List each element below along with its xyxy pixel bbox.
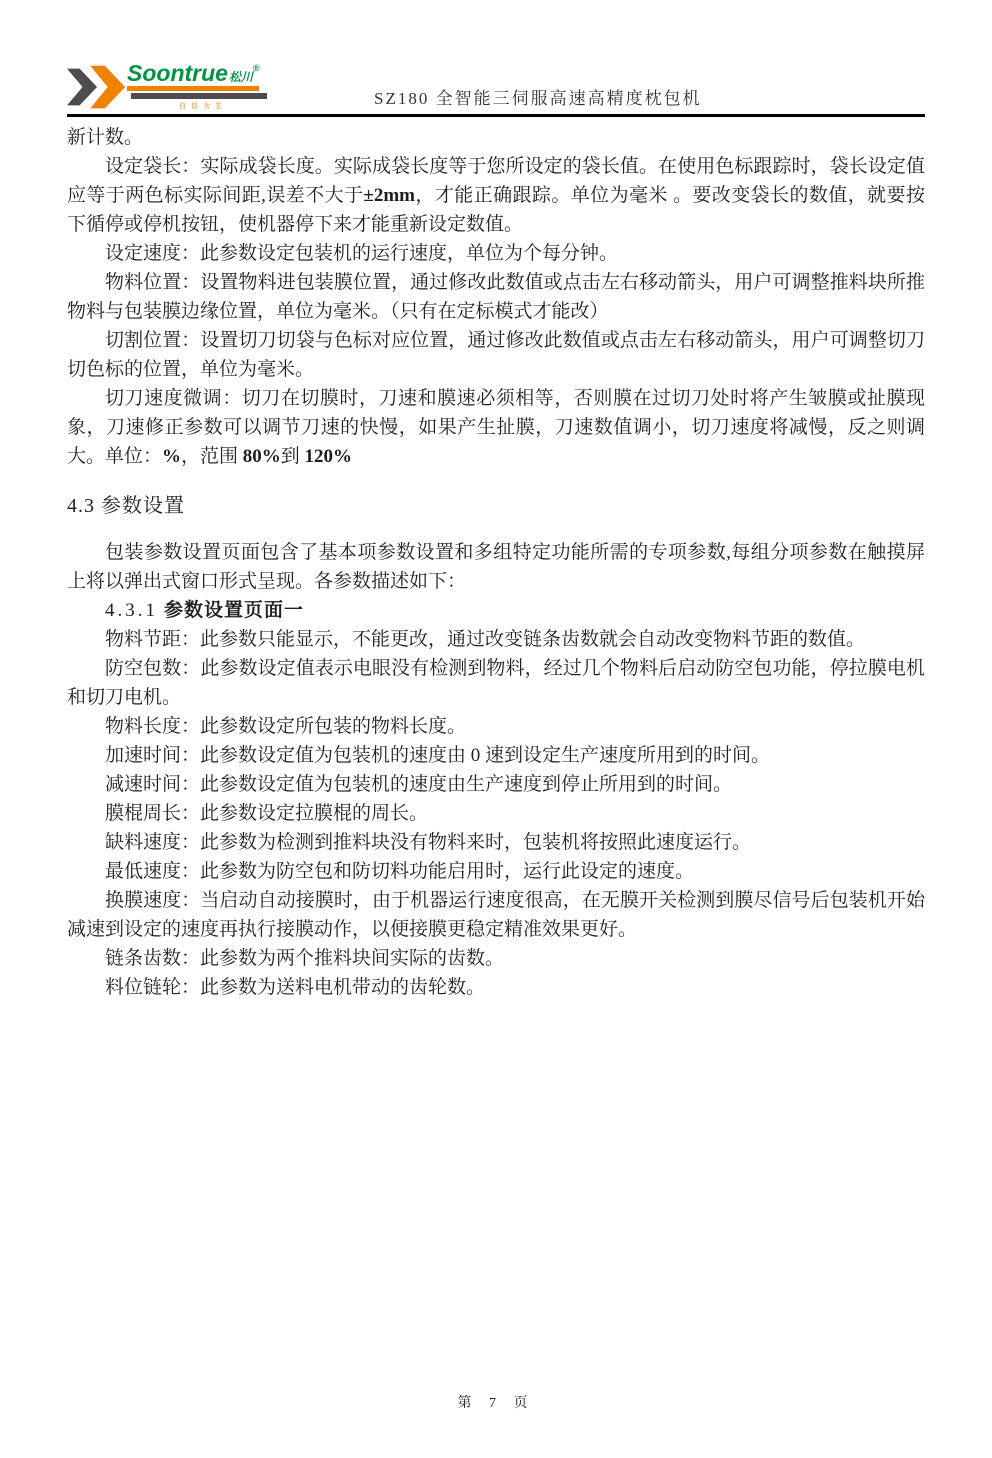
document-title: SZ180 全智能三伺服高速高精度枕包机 <box>374 89 702 108</box>
page-footer <box>0 1392 992 1412</box>
logo-brand-text: Soontrue <box>127 60 228 86</box>
para-film-change-speed: 换膜速度：当启动自动接膜时，由于机器运行速度很高，在无膜开关检测到膜尽信号后包装机开始减速到设定的速度再执行接膜动作，以便接膜更稳定精准效果更好。 <box>67 890 925 940</box>
para-material-length: 物料长度：此参数设定所包装的物料长度。 <box>105 716 467 737</box>
para-section-intro: 包装参数设置页面包含了基本项参数设置和多组特定功能所需的专项参数,每组分项参数在触摸屏上将以弹出式窗口形式呈现。各参数描述如下： <box>67 542 925 592</box>
document-body <box>67 117 925 1002</box>
logo-bar-orange <box>127 86 259 91</box>
logo-slogan: 自信为生 <box>179 103 227 110</box>
para-new-count: 新计数。 <box>67 127 144 148</box>
logo-bar-gray <box>131 93 267 99</box>
para-chain-teeth: 链条齿数：此参数为两个推料块间实际的齿数。 <box>105 948 505 969</box>
heading-4-3-1: 4.3.1 参数设置页面一 <box>105 600 305 621</box>
para-set-bag-length: 设定袋长：实际成袋长度。实际成袋长度等于您所设定的袋长值。在使用色标跟踪时，袋长设定值应等于两色标实际间距,误差不大于±2mm，才能正确跟踪。单位为毫米 。要改变袋长的数值，就要按下循停或停机按钮，使机器停下来才能重新设定数值。 <box>67 156 925 235</box>
page-header <box>67 55 925 117</box>
para-feed-sprocket: 料位链轮：此参数为送料电机带动的齿轮数。 <box>105 977 486 998</box>
para-film-roller-girth: 膜棍周长：此参数设定拉膜棍的周长。 <box>105 803 429 824</box>
logo-chevrons-icon <box>67 65 129 109</box>
registered-mark: ® <box>252 63 260 73</box>
para-cut-position: 切割位置：设置切刀切袋与色标对应位置，通过修改此数值或点击左右移动箭头，用户可调整切刀切色标的位置，单位为毫米。 <box>67 330 925 380</box>
para-min-speed: 最低速度：此参数为防空包和防切料功能启用时，运行此设定的速度。 <box>105 861 695 882</box>
para-decel-time: 减速时间：此参数设定值为包装机的速度由生产速度到停止所用到的时间。 <box>105 774 733 795</box>
soontrue-logo <box>67 55 277 111</box>
logo-wordmark <box>127 55 260 90</box>
para-empty-bag-count: 防空包数：此参数设定值表示电眼没有检测到物料，经过几个物料后启动防空包功能，停拉膜电机和切刀电机。 <box>67 658 925 708</box>
para-set-speed: 设定速度：此参数设定包装机的运行速度，单位为个每分钟。 <box>105 243 619 264</box>
para-accel-time: 加速时间：此参数设定值为包装机的速度由 0 速到设定生产速度所用到的时间。 <box>105 745 771 766</box>
para-knife-speed-trim: 切刀速度微调：切刀在切膜时，刀速和膜速必须相等，否则膜在过切刀处时将产生皱膜或扯膜现象，刀速修正参数可以调节刀速的快慢，如果产生扯膜，刀速数值调小，切刀速度将减慢，反之则调大。单位：%，范围 80%到 120% <box>67 388 925 467</box>
page-number: 第 7 页 <box>457 1396 535 1411</box>
para-no-material-speed: 缺料速度：此参数为检测到推料块没有物料来时，包装机将按照此速度运行。 <box>105 832 752 853</box>
heading-4-3: 4.3 参数设置 <box>67 495 185 517</box>
logo-brand-cn: 松川 <box>228 70 253 84</box>
para-material-pitch: 物料节距：此参数只能显示，不能更改，通过改变链条齿数就会自动改变物料节距的数值。 <box>105 629 866 650</box>
para-material-position: 物料位置：设置物料进包装膜位置，通过修改此数值或点击左右移动箭头，用户可调整推料块所推物料与包装膜边缘位置，单位为毫米。（只有在定标模式才能改） <box>67 272 925 322</box>
